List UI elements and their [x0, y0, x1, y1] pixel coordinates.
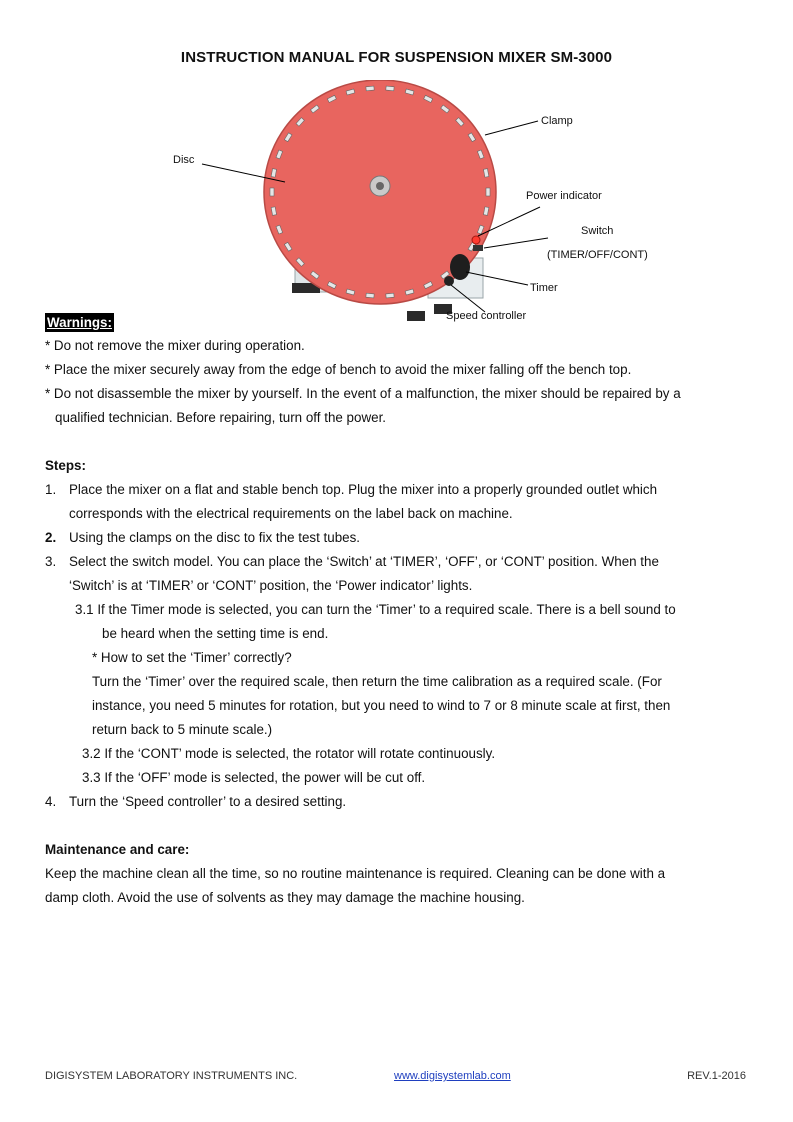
- substep-text: 3.2 If the ‘CONT’ mode is selected, the rotator will rotate continuously.: [82, 746, 496, 761]
- label-power-indicator: Power indicator: [526, 190, 602, 202]
- clamp: [486, 188, 490, 196]
- step-text: Turn the ‘Speed controller’ to a desired setting.: [69, 794, 347, 809]
- warning-item: * Do not disassemble the mixer by yourself. In the event of a malfunction, the mixer should be repaired by a: [45, 386, 681, 401]
- substep-text: be heard when the setting time is end.: [102, 626, 329, 641]
- clamp: [366, 86, 374, 91]
- warning-item: * Do not remove the mixer during operation.: [45, 338, 305, 353]
- maintenance-heading: Maintenance and care:: [45, 842, 190, 857]
- clamp: [386, 293, 394, 298]
- label-switch: Switch: [581, 225, 614, 237]
- steps-heading: Steps:: [45, 458, 86, 473]
- substep-text: 3.1 If the Timer mode is selected, you can turn the ‘Timer’ to a required scale. There is a bell sound to: [75, 602, 676, 617]
- step-text: Using the clamps on the disc to fix the test tubes.: [69, 530, 361, 545]
- mixer-figure: [160, 80, 660, 325]
- howto-text: instance, you need 5 minutes for rotation, but you need to wind to 7 or 8 minute scale at first, then: [92, 698, 671, 713]
- howto-heading: * How to set the ‘Timer’ correctly?: [92, 650, 292, 665]
- footer-revision: REV.1-2016: [687, 1070, 746, 1082]
- maintenance-text: Keep the machine clean all the time, so no routine maintenance is required. Cleaning can be done with a: [45, 866, 666, 881]
- clamp: [386, 86, 394, 91]
- footer-company: DIGISYSTEM LABORATORY INSTRUMENTS INC.: [45, 1070, 298, 1082]
- step-text: Place the mixer on a flat and stable bench top. Plug the mixer into a properly grounded outlet which: [69, 482, 658, 497]
- label-switch-modes: (TIMER/OFF/CONT): [547, 249, 648, 261]
- step-text: corresponds with the electrical requirements on the label back on machine.: [69, 506, 513, 521]
- clamp: [366, 293, 374, 298]
- step-text: Select the switch model. You can place the ‘Switch’ at ‘TIMER’, ‘OFF’, or ‘CONT’ position. When the: [69, 554, 659, 569]
- step-number: 3.: [45, 554, 57, 569]
- label-clamp: Clamp: [541, 115, 573, 127]
- warning-item: * Place the mixer securely away from the edge of bench to avoid the mixer falling off the bench top.: [45, 362, 632, 377]
- label-disc: Disc: [173, 154, 195, 166]
- clamp: [270, 188, 274, 196]
- howto-text: Turn the ‘Timer’ over the required scale, then return the time calibration as a required scale. (For: [92, 674, 662, 689]
- warnings-heading: Warnings:: [47, 315, 112, 330]
- page-title: INSTRUCTION MANUAL FOR SUSPENSION MIXER SM-3000: [180, 49, 613, 66]
- warning-item: qualified technician. Before repairing, turn off the power.: [55, 410, 387, 425]
- label-speed-controller: Speed controller: [446, 310, 527, 322]
- step-number: 1.: [45, 482, 57, 497]
- substep-text: 3.3 If the ‘OFF’ mode is selected, the power will be cut off.: [82, 770, 426, 785]
- maintenance-text: damp cloth. Avoid the use of solvents as they may damage the machine housing.: [45, 890, 525, 905]
- howto-text: return back to 5 minute scale.): [92, 722, 273, 737]
- step-number: 4.: [45, 794, 57, 809]
- label-timer: Timer: [530, 282, 558, 294]
- step-text: ‘Switch’ is at ‘TIMER’ or ‘CONT’ position, the ‘Power indicator’ lights.: [69, 578, 473, 593]
- step-number: 2.: [45, 530, 57, 545]
- footer-website-link[interactable]: www.digisystemlab.com: [394, 1070, 511, 1082]
